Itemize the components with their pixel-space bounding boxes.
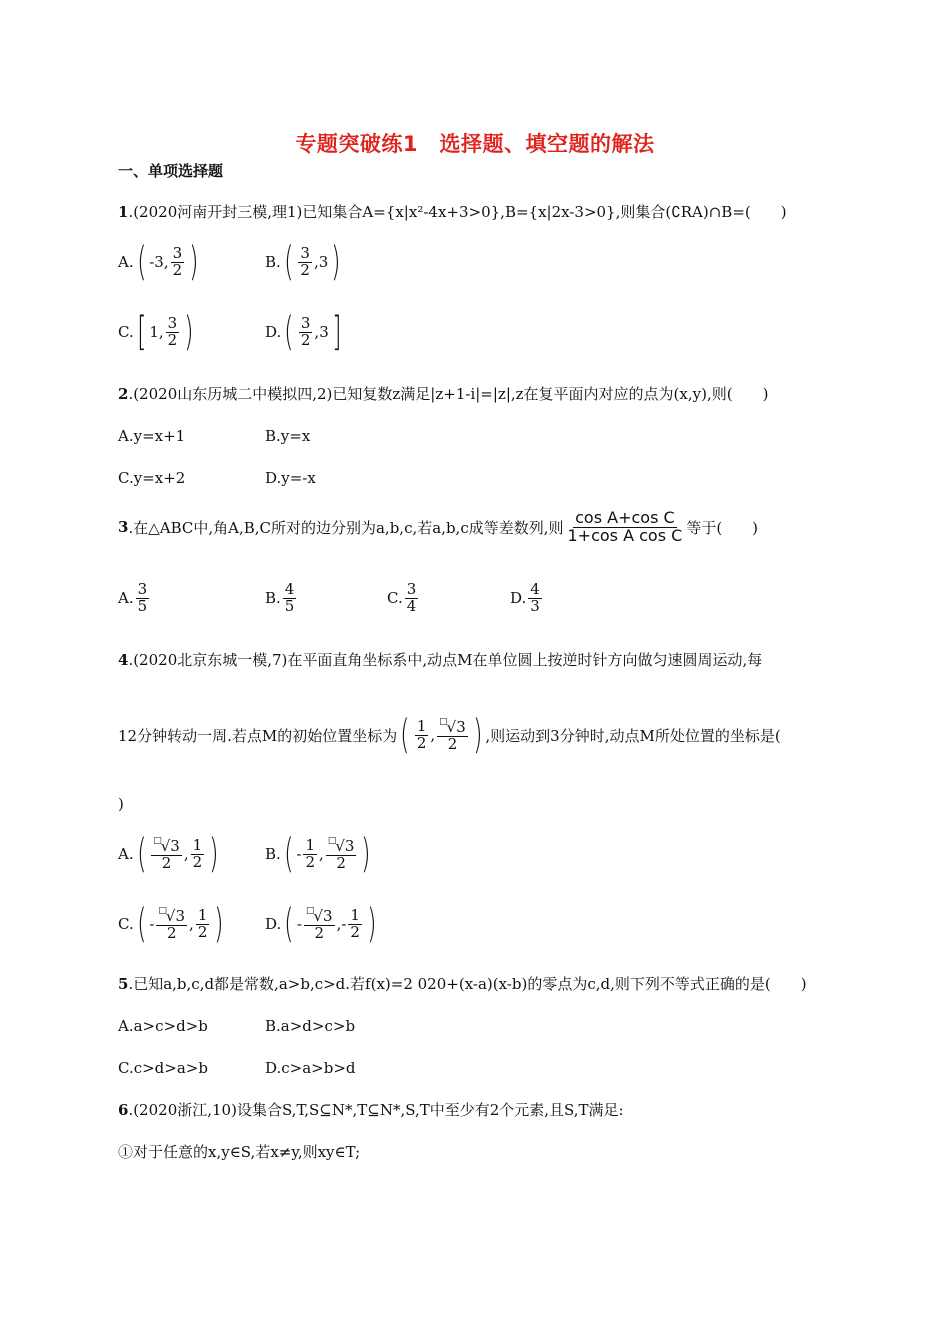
option-b: B.y=x — [265, 427, 311, 445]
option-d: D.c>a>b>d — [265, 1059, 356, 1077]
question-4-line-3: ) — [118, 795, 124, 813]
page-title: 专题突破练1 选择题、填空题的解法 — [295, 132, 655, 156]
question-number: 3 — [118, 518, 129, 537]
bracket-close: ) — [189, 239, 199, 285]
question-text: 12分钟转动一周.若点M的初始位置坐标为 — [118, 726, 398, 745]
option-c — [118, 309, 197, 355]
fraction: $\frac{\text{cos A+cos C}}{\text{1+cos A cos C}}$ — [567, 508, 683, 545]
bracket-close: ] — [331, 309, 342, 355]
fraction: $\frac{^□√3}{2}$ — [439, 716, 466, 753]
question-text: 已知集合A={x|x²-4x+3>0},B={x|2x-3>0},则集合(∁RA)∩B=( ) — [302, 203, 787, 221]
option-label: C. — [118, 323, 134, 341]
option-d — [510, 582, 544, 615]
option-value: ,3 — [313, 253, 329, 271]
question-text: .已知a,b,c,d都是常数,a>b,c>d.若f(x)=2 020+(x-a)(x-b)的零点为c,d,则下列不等式正确的是( ) — [128, 975, 807, 993]
option-a: A. ( $\frac{^□√3}{2}$ , $\frac{1}{2}$ ) — [118, 831, 219, 877]
option-c — [387, 582, 420, 615]
option-label: D. — [510, 589, 527, 608]
question-text: 已知复数z满足|z+1-i|=|z|,z在复平面内对应的点为(x,y),则( ) — [332, 385, 769, 403]
option-d: D.y=-x — [265, 469, 316, 487]
option-label: C. — [118, 915, 134, 933]
question-3 — [118, 510, 758, 545]
question-text: .(2020北京东城一模,7)在平面直角坐标系中,动点M在单位圆上按逆时针方向做匀速圆周运动,每 — [128, 651, 763, 669]
fraction: $\frac{1}{2}$ — [416, 716, 427, 752]
question-number: 2 — [118, 385, 129, 403]
fraction: $\frac{4}{3}$ — [530, 580, 540, 615]
option-c: C.c>d>a>b — [118, 1059, 208, 1077]
option-label: D. — [265, 323, 282, 341]
option-label: A. — [118, 845, 134, 863]
option-b — [265, 239, 344, 285]
option-value: ,3 — [314, 323, 329, 341]
question-5 — [118, 974, 807, 994]
fraction: $\frac{3}{5}$ — [137, 580, 148, 615]
option-a: A.y=x+1 — [118, 427, 186, 445]
option-label: B. — [265, 845, 281, 863]
option-c: C.y=x+2 — [118, 469, 186, 487]
question-number: 1 — [118, 203, 129, 221]
question-text: ,则运动到3分钟时,动点M所处位置的坐标是( — [485, 726, 781, 745]
option-a: A.a>c>d>b — [118, 1017, 208, 1035]
option-a — [118, 239, 202, 285]
bracket-close: ) — [331, 239, 341, 285]
option-b — [265, 582, 298, 615]
question-6 — [118, 1100, 624, 1120]
question-text: .在△ABC中,角A,B,C所对的边分别为a,b,c,若a,b,c成等差数列,则 — [128, 518, 564, 537]
question-number: 4 — [118, 651, 129, 669]
option-d: D. ( - $\frac{^□√3}{2}$ ,- $\frac{1}{2}$ ) — [265, 901, 377, 947]
question-4-line-2: 12分钟转动一周.若点M的初始位置坐标为 ( $\frac{1}{2}$ , $\frac{^□√3}{2}$ ) ,则运动到3分钟时,动点M所处位置的坐标是( — [118, 712, 781, 758]
condition-1: ①对于任意的x,y∈S,若x≠y,则xy∈T; — [118, 1143, 361, 1161]
question-tail: 等于( ) — [686, 518, 759, 537]
fraction: $\frac{3}{4}$ — [406, 580, 417, 615]
question-source: .(2020河南开封三模,理1) — [128, 203, 303, 221]
question-text: .(2020浙江,10)设集合S,T,S⊆N*,T⊆N*,S,T中至少有2个元素,且S,T满足: — [128, 1101, 624, 1119]
option-label: A. — [118, 253, 134, 271]
option-c: C. ( - $\frac{^□√3}{2}$ , $\frac{1}{2}$ ) — [118, 901, 224, 947]
option-d — [265, 309, 344, 355]
option-label: B. — [265, 589, 281, 608]
option-a — [118, 582, 151, 615]
option-label: C. — [387, 589, 403, 608]
option-label: A. — [118, 589, 134, 608]
option-b: B. ( - $\frac{1}{2}$ , $\frac{^□√3}{2}$ ) — [265, 831, 371, 877]
bracket-open: [ — [136, 309, 147, 355]
question-2 — [118, 384, 768, 404]
fraction: $\frac{3}{2}$ — [167, 313, 178, 349]
option-label: B. — [265, 253, 281, 271]
bracket-open: ( — [400, 712, 410, 758]
question-number: 5 — [118, 975, 129, 993]
option-value: 1, — [149, 323, 164, 341]
fraction: $\frac{3}{2}$ — [300, 313, 311, 349]
option-b: B.a>d>c>b — [265, 1017, 356, 1035]
option-label: D. — [265, 915, 282, 933]
question-1 — [118, 202, 787, 222]
bracket-close: ) — [472, 712, 483, 758]
option-value: -3, — [149, 253, 169, 271]
fraction: $\frac{3}{2}$ — [172, 243, 183, 279]
fraction: $\frac{4}{5}$ — [284, 580, 295, 615]
bracket-open: ( — [283, 239, 294, 285]
bracket-open: ( — [136, 239, 147, 285]
question-4 — [118, 650, 762, 670]
question-source: .(2020山东历城二中模拟四,2) — [128, 385, 333, 403]
question-number: 6 — [118, 1101, 129, 1119]
bracket-close: ) — [184, 309, 194, 355]
fraction: $\frac{3}{2}$ — [300, 243, 310, 279]
section-heading: 一、单项选择题 — [118, 162, 224, 180]
bracket-open: ( — [284, 309, 294, 355]
